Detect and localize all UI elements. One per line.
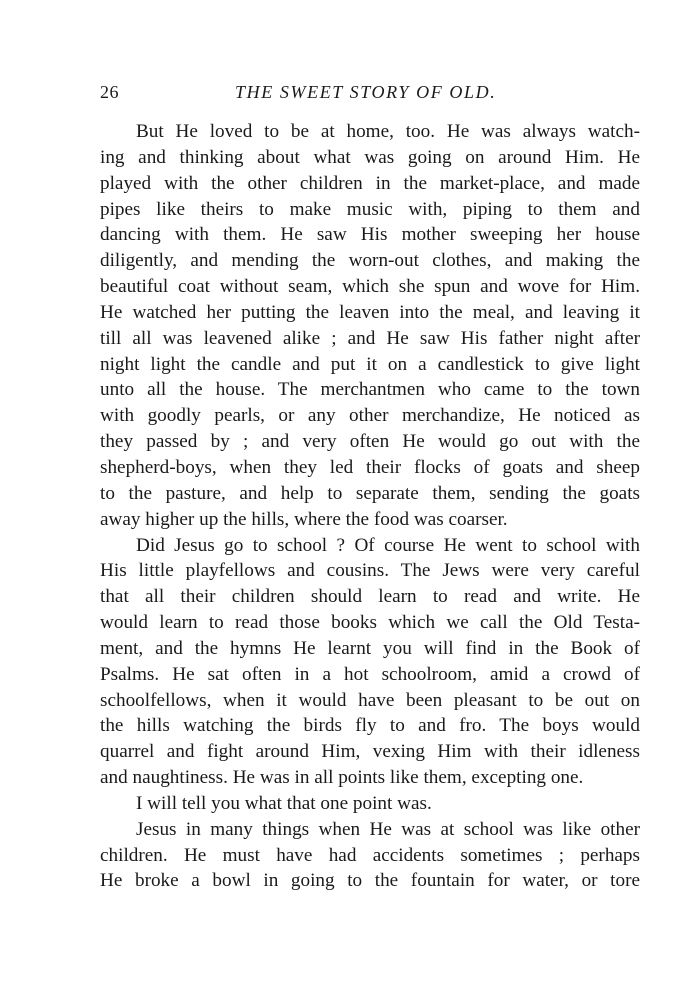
text-line: He watched her putting the leaven into the meal, and leaving it <box>100 301 640 323</box>
paragraph <box>100 119 640 533</box>
text-line: to the pasture, and help to separate them, sending the goats <box>100 482 640 504</box>
text-line: played with the other children in the market-place, and made <box>100 172 640 194</box>
text-line: beautiful coat without seam, which she spun and wove for Him. <box>100 276 640 298</box>
text-line: quarrel and fight around Him, vexing Him with their idleness <box>100 741 640 763</box>
text-line: Did Jesus go to school ? Of course He went to school with <box>136 534 640 556</box>
text-line: unto all the house. The merchantmen who came to the town <box>100 379 640 401</box>
text-line: pipes like theirs to make music with, piping to them and <box>100 198 640 220</box>
text-line: children. He must have had accidents sometimes ; perhaps <box>100 844 640 866</box>
text-line: they passed by ; and very often He would go out with the <box>100 431 640 453</box>
text-line: He broke a bowl in going to the fountain for water, or tore <box>100 870 640 892</box>
text-line: with goodly pearls, or any other merchandize, He noticed as <box>100 405 640 427</box>
text-line: dancing with them. He saw His mother sweeping her house <box>100 224 640 246</box>
body-text <box>100 119 640 894</box>
text-line: and naughtiness. He was in all points like them, excepting one. <box>100 767 584 789</box>
text-line: I will tell you what that one point was. <box>136 792 432 814</box>
paragraph <box>100 533 640 791</box>
text-line: diligently, and mending the worn-out clothes, and making the <box>100 250 640 272</box>
text-line: the hills watching the birds fly to and fro. The boys would <box>100 715 640 737</box>
text-line: away higher up the hills, where the food was coarser. <box>100 508 508 530</box>
text-line: Jesus in many things when He was at school was like other <box>136 818 640 840</box>
text-line: But He loved to be at home, too. He was always watch- <box>136 121 640 142</box>
text-line: night light the candle and put it on a candlestick to give light <box>100 353 640 375</box>
text-line: His little playfellows and cousins. The Jews were very careful <box>100 560 640 582</box>
text-line: that all their children should learn to read and write. He <box>100 586 640 608</box>
text-line: schoolfellows, when it would have been pleasant to be out on <box>100 689 640 711</box>
text-line: would learn to read those books which we call the Old Testa- <box>100 612 640 634</box>
text-line: ment, and the hymns He learnt you will find in the Book of <box>100 637 640 659</box>
running-head <box>100 80 540 104</box>
paragraph <box>100 817 640 895</box>
text-line: shepherd-boys, when they led their flocks of goats and sheep <box>100 456 640 478</box>
paragraph <box>100 791 640 817</box>
text-line: Psalms. He sat often in a hot schoolroom, amid a crowd of <box>100 663 640 685</box>
running-head-title: THE SWEET STORY OF OLD. <box>235 82 497 102</box>
page-number: 26 <box>100 82 119 102</box>
text-line: ing and thinking about what was going on around Him. He <box>100 146 640 168</box>
text-line: till all was leavened alike ; and He saw His father night after <box>100 327 640 349</box>
